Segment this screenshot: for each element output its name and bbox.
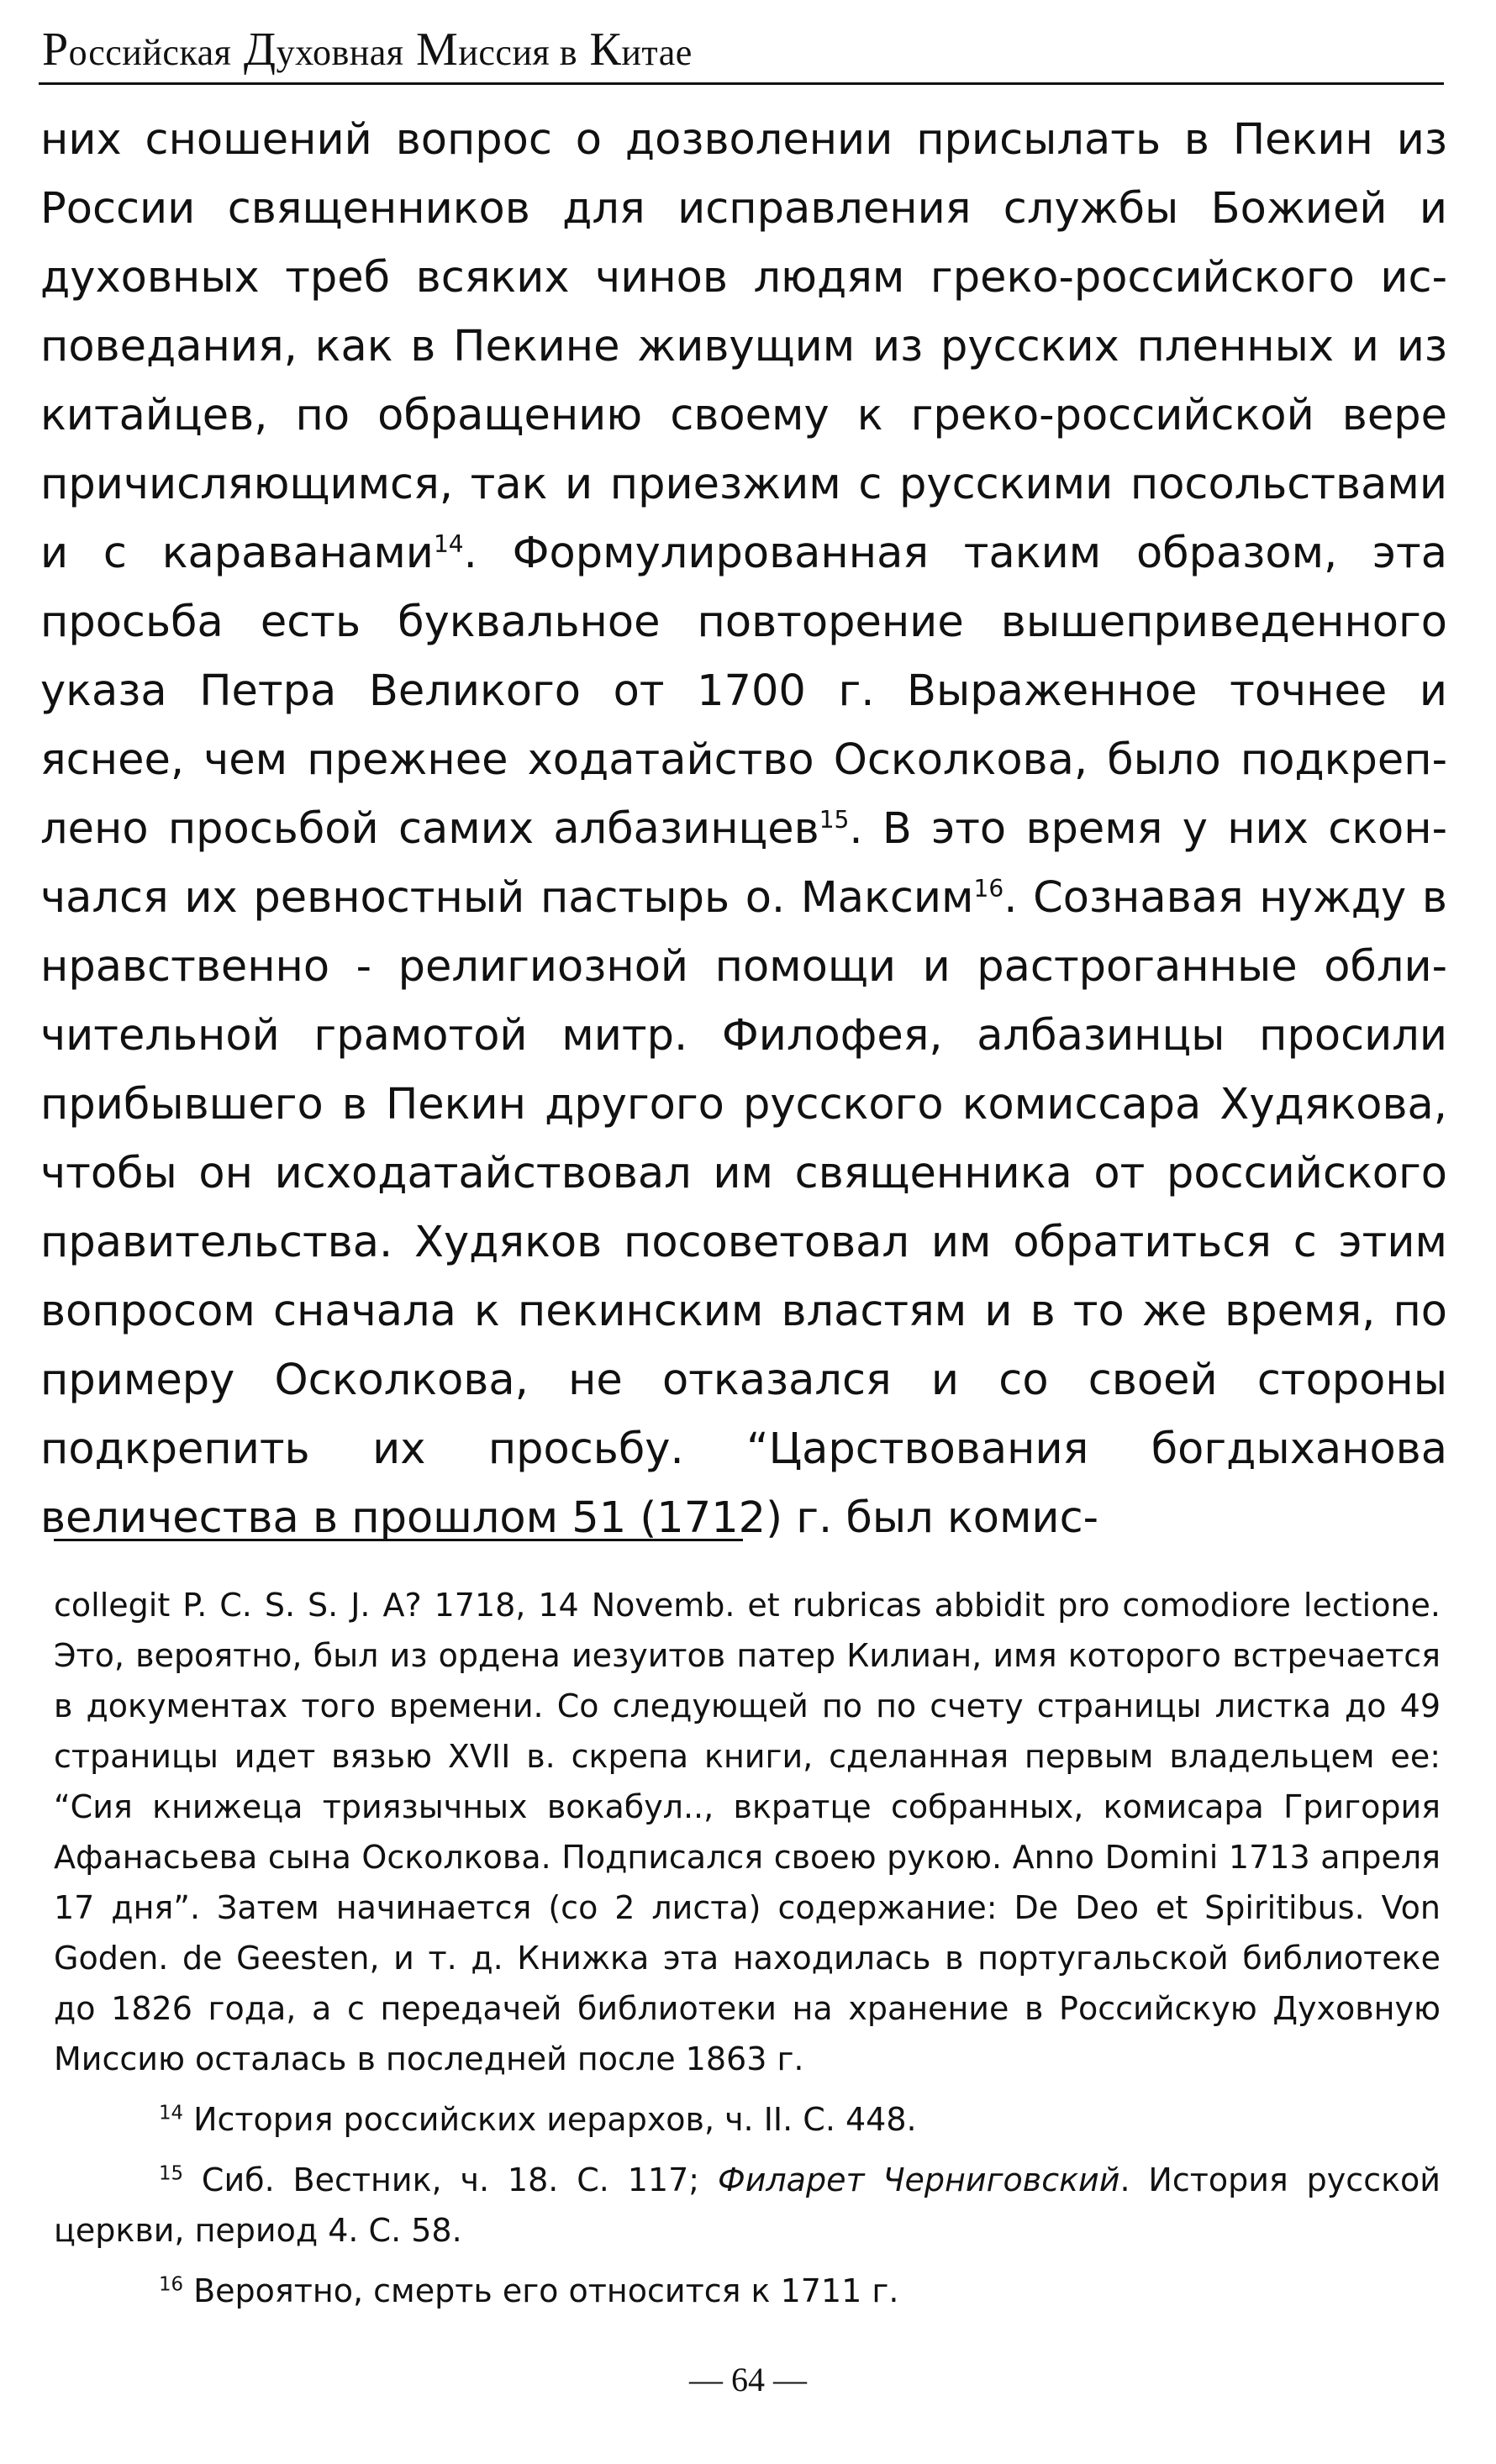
footnote-author: Филарет Черниговский [717,2161,1120,2198]
text-run: . Формулированная таким образом, эта просьба есть буквальное повторение вышеприведенного указа Петра Великого от 1700 г. Выраженное точнее и яснее, чем прежнее ходатайство Осколкова, было подкреплено просьбой самих албазинцев [40,529,1447,854]
footnote-mark: 14 [159,2102,184,2124]
footnote-text: Сиб. Вестник, ч. 18. С. 117; [183,2161,718,2198]
text-run: . Сознавая нужду в нравственно - религиозной помощи и растроганные обличительной грамотой митр. Филофея, албазинцы просили прибывшего в Пекин другого русского комиссара Худякова, чтобы он исходатайствовал им священника от российского правительства. Худяков посоветовал им обратиться с этим вопросом сначала к пекинским властям и в то же время, по примеру Осколкова, не отказался и со своей стороны подкрепить их просьбу. “Царствования богдыханова величества в прошлом 51 (1712) г. был комис- [40,873,1447,1543]
footnote-mark: 15 [159,2162,184,2185]
footnote-mark: 16 [159,2273,184,2296]
footnote-15 [54,2155,1441,2256]
footnotes [54,1580,1441,2316]
running-head-initial: М [416,24,459,76]
running-head-word: иссия в [458,32,578,73]
footnote-ref-16: 16 [973,875,1004,903]
header-rule [39,82,1444,85]
text-run: них сношений вопрос о дозволении присылать в Пекин из России священников для исправления службы Божией и духовных треб всяких чинов людям греко-российского исповедания, как в Пекине живущим из русских пленных и из китайцев, по обращению своему к греко-российской вере причисляющимся, так и приезжим с русскими посольствами и с караванами [40,115,1447,578]
running-head-initial: К [589,24,622,76]
footnote-text: История российских иерархов, ч. II. С. 448. [183,2101,917,2138]
footnote-16 [54,2266,1441,2316]
footnote-ref-15: 15 [819,806,850,834]
running-head-word: уховная [276,32,404,73]
footnote-continued: collegit P. C. S. S. J. A? 1718, 14 Novemb. et rubricas abbidit pro comodiore lectione. Это, вероятно, был из ордена иезуитов патер Килиан, имя которого встречается в документах того времени. Со следующей по по счету страницы листка до 49 страницы идет вязью XVII в. скрепа книги, сделанная первым владельцем ее: “Сия книжеца триязычных вокабул.., вкратце собранных, комисара Григория Афанасьева сына Осколкова. Подписался своею рукою. Anno Domini 1713 апреля 17 дня”. Затем начинается (со 2 листа) содержание: De Deo et Spiritibus. Von Goden. de Geesten, и т. д. Книжка эта находилась в португальской библиотеке до 1826 года, а с передачей библиотеки на хранение в Российскую Духовную Миссию осталась в последней после 1863 г. [54,1587,1441,2077]
running-head-word: итае [621,32,693,73]
running-head-initial: Р [42,24,69,76]
footnote-rule [54,1539,743,1541]
main-text [40,106,1447,1553]
footnote-14 [54,2094,1441,2145]
running-head-initial: Д [243,24,277,76]
running-head [42,22,693,78]
text-run: . В это время у них скончался их ревностный пастырь о. Максим [40,804,1447,923]
running-head-word: оссийская [68,32,232,73]
main-paragraph [40,106,1447,1553]
footnote-text: . История русской церкви, период 4. С. 58. [54,2161,1441,2249]
footnote-text: Вероятно, смерть его относится к 1711 г. [183,2272,899,2309]
page-number: — 64 — [689,2361,807,2398]
footnote-ref-14: 14 [433,530,464,558]
